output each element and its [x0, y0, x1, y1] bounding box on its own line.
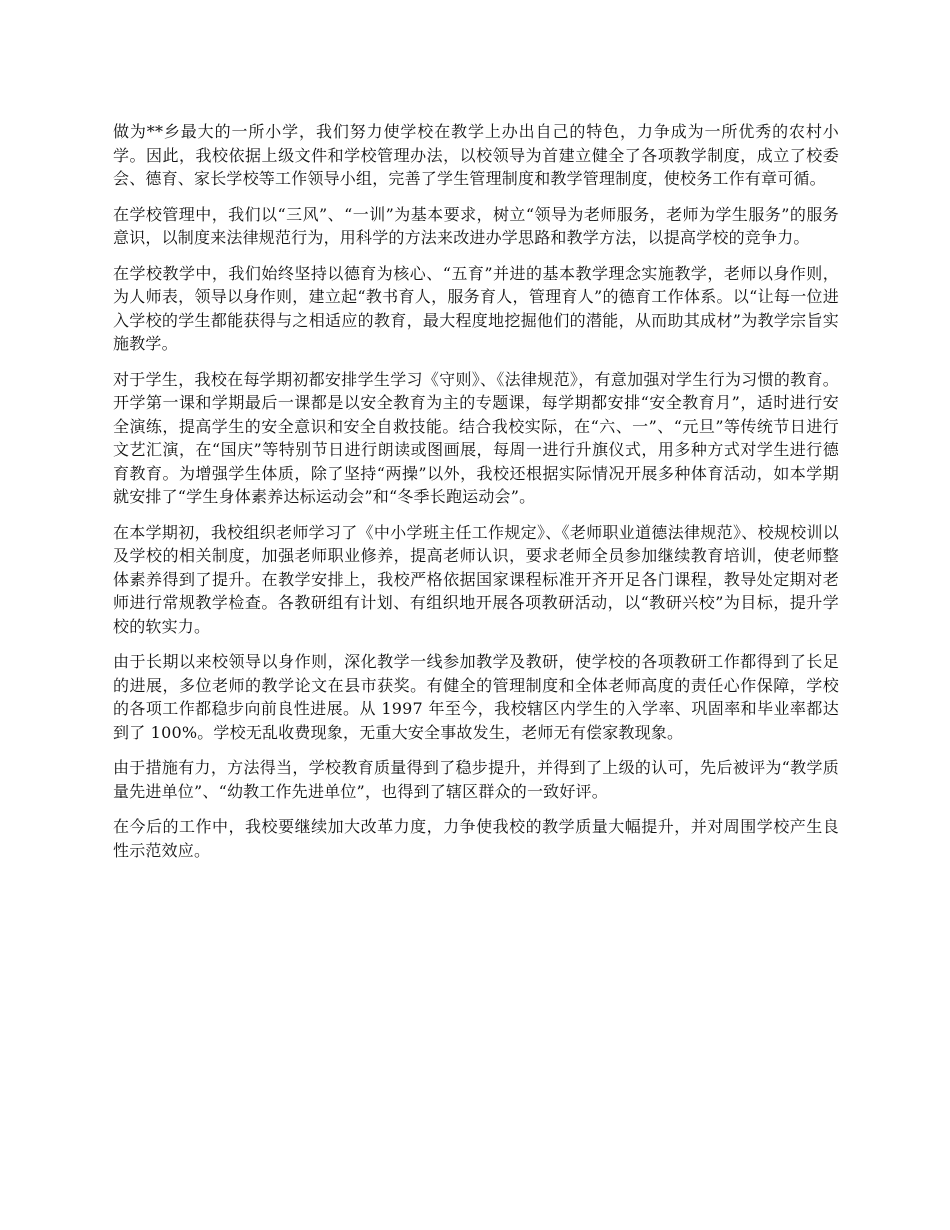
paragraph-8: 在今后的工作中，我校要继续加大改革力度，力争使我校的教学质量大幅提升，并对周围学校产生良性示范效应。 — [113, 817, 839, 860]
paragraph-3: 在学校教学中，我们始终坚持以德育为核心、“五育”并进的基本教学理念实施教学，老师以身作则，为人师表，领导以身作则，建立起“教书育人，服务育人，管理育人”的德育工作体系。以“让每一位进入学校的学生都能获得与之相适应的教育，最大程度地挖掘他们的潜能，从而助其成材”为教学宗旨实施教学。 — [113, 263, 839, 353]
paragraph-1: 做为**乡最大的一所小学，我们努力使学校在教学上办出自己的特色，力争成为一所优秀的农村小学。因此，我校依据上级文件和学校管理办法，以校领导为首建立健全了各项教学制度，成立了校委会、德育、家长学校等工作领导小组，完善了学生管理制度和教学管理制度，使校务工作有章可循。 — [113, 122, 839, 188]
paragraph-6: 由于长期以来校领导以身作则，深化教学一线参加教学及教研，使学校的各项教研工作都得到了长足的进展，多位老师的教学论文在县市获奖。有健全的管理制度和全体老师高度的责任心作保障，学校的各项工作都稳步向前良性进展。从 1997 年至今，我校辖区内学生的入学率、巩固率和毕业率都达到了 100%。学校无乱收费现象，无重大安全事故发生，老师无有偿家教现象。 — [113, 652, 839, 742]
paragraph-5: 在本学期初，我校组织老师学习了《中小学班主任工作规定》、《老师职业道德法律规范》、校规校训以及学校的相关制度，加强老师职业修养，提高老师认识，要求老师全员参加继续教育培训，使老师整体素养得到了提升。在教学安排上，我校严格依据国家课程标准开齐开足各门课程，教导处定期对老师进行常规教学检查。各教研组有计划、有组织地开展各项教研活动，以“教研兴校”为目标，提升学校的软实力。 — [113, 522, 839, 636]
paragraph-4: 对于学生，我校在每学期初都安排学生学习《守则》、《法律规范》，有意加强对学生行为习惯的教育。开学第一课和学期最后一课都是以安全教育为主的专题课，每学期都安排“安全教育月”，适时进行安全演练，提高学生的安全意识和安全自救技能。结合我校实际，在“六、一”、“元旦”等传统节日进行文艺汇演，在“国庆”等特别节日进行朗读或图画展，每周一进行升旗仪式，用多种方式对学生进行德育教育。为增强学生体质，除了坚持“两操”以外，我校还根据实际情况开展多种体育活动，如本学期就安排了“学生身体素养达标运动会”和“冬季长跑运动会”。 — [113, 369, 839, 506]
paragraph-2: 在学校管理中，我们以“三风”、“一训”为基本要求，树立“领导为老师服务，老师为学生服务”的服务意识，以制度来法律规范行为，用科学的方法来改进办学思路和教学方法，以提高学校的竞争力。 — [113, 204, 839, 247]
document-body — [113, 120, 839, 874]
paragraph-7: 由于措施有力，方法得当，学校教育质量得到了稳步提升，并得到了上级的认可，先后被评为“教学质量先进单位”、“幼教工作先进单位”，也得到了辖区群众的一致好评。 — [113, 758, 839, 801]
